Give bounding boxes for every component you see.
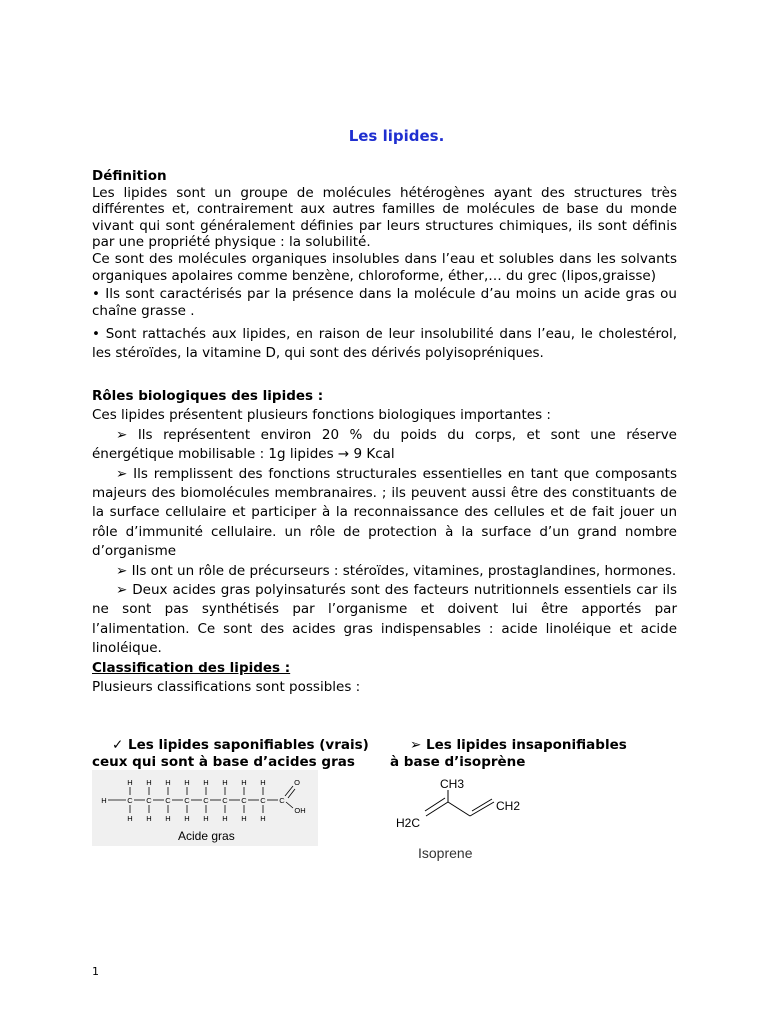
ch2-label [496,799,520,813]
definition-section [92,168,677,363]
insaponifiable-subheading: à base d’isoprène [390,754,526,770]
carbon-atom: C [146,796,152,805]
carbon-atom: C [241,796,247,805]
isoprene-figure [390,776,540,866]
single-bond [448,802,470,816]
hydrogen-atom: H [184,778,190,787]
hydrogen-atom: H [146,778,152,787]
hydrogen-atom: H [165,814,171,823]
hydrogen-atom: H [241,814,247,823]
terminal-h-atom: H [101,796,107,805]
hydrogen-atom: H [184,814,190,823]
hydrogen-atom: H [203,814,209,823]
definition-paragraph-2: Ce sont des molécules organiques insolubles dans l’eau et solubles dans les solvants organiques apolaires comme benzène, chloroforme, éther,… du grec (lipos,graisse) [92,250,677,284]
h2c-label-text: H2C [396,816,421,830]
hydrogen-atom: H [241,778,247,787]
carbon-atom: C [165,796,171,805]
roles-item: ➢ Ils représentent environ 20 % du poids du corps, et sont une réserve énergétique mobilisable : 1g lipides → 9 Kcal [92,426,677,463]
h2c-label [396,816,420,830]
hydrogen-atom: H [203,778,209,787]
hydrogen-atom: H [260,778,266,787]
double-bond-left-inner [425,798,445,811]
isoprene-bonds [425,790,494,816]
oxygen-atom: O [294,778,300,787]
double-bond-right [470,802,494,816]
hydrogen-atom: H [222,778,228,787]
ch3-label [440,777,464,791]
fatty-acid-figure [92,770,318,846]
insaponifiable-heading: ➢ Les lipides insaponifiables [410,737,627,753]
hydrogen-atom: H [127,814,133,823]
roles-heading: Rôles biologiques des lipides : [92,388,324,404]
carbon-atom: C [184,796,190,805]
definition-paragraph-1: Les lipides sont un groupe de molécules hétérogènes ayant des structures très différentes et, contrairement aux autres familles de molécules de base du monde vivant qui sont généralement définies par leurs structures chimiques, ils sont définis par une propriété physique : la solubilité. [92,184,677,251]
roles-item: ➢ Ils remplissent des fonctions structurales essentielles en tant que composants majeurs des biomolécules membranaires. ; ils peuvent aussi être des constituants de la surface cellulaire et participer à la reconnaissance des cellules et de fait jouer un rôle d’immunité cellulaire. un rôle de protection à la surface d’un grand nombre d’organisme [92,465,677,560]
page-title: Les lipides. [348,127,445,145]
isoprene-caption: Isoprene [418,845,473,861]
definition-bullet-2: • Sont rattachés aux lipides, en raison de leur insolubilité dans l’eau, le cholestérol, les stéroïdes, la vitamine D, qui sont des dérivés polyisopréniques. [92,326,677,362]
double-bond-left [426,802,448,816]
carbon-atom: C [222,796,228,805]
page-number: 1 [92,965,99,978]
fatty-acid-caption: Acide gras [178,829,235,843]
hydroxyl-group: OH [294,806,306,815]
saponifiable-heading: ✓ Les lipides saponifiables (vrais) [112,737,369,753]
roles-section [92,387,677,698]
ch2-label-text: CH2 [496,799,521,813]
hydrogen-atom: H [146,814,152,823]
carbon-atom: C [279,796,285,805]
hydrogen-atom: H [127,778,133,787]
saponifiable-subheading: ceux qui sont à base d’acides gras [92,754,355,770]
classification-heading: Classification des lipides : [92,659,291,676]
hydrogen-atom: H [260,814,266,823]
roles-item: ➢ Deux acides gras polyinsaturés sont des facteurs nutritionnels essentiels car ils ne sont pas synthétisés par l’organisme et doivent lui être apportés par l’alimentation. Ce sont des acides gras indispensables : acide linoléique et acide linoléique. [92,582,677,657]
carbon-atom: C [203,796,209,805]
ch3-label-text: CH3 [440,777,465,791]
definition-bullet-1: • Ils sont caractérisés par la présence dans la molécule d’au moins un acide gras ou chaîne grasse . [92,286,677,319]
hydrogen-atom: H [222,814,228,823]
classification-intro: Plusieurs classifications sont possibles : [92,679,361,696]
carbon-atom: C [260,796,266,805]
roles-item: ➢ Ils ont un rôle de précurseurs : stéroïdes, vitamines, prostaglandines, hormones. [116,562,677,579]
carbon-atom: C [127,796,133,805]
definition-heading: Définition [92,168,167,184]
hydrogen-atom: H [165,778,171,787]
roles-intro: Ces lipides présentent plusieurs fonctions biologiques importantes : [92,407,551,424]
